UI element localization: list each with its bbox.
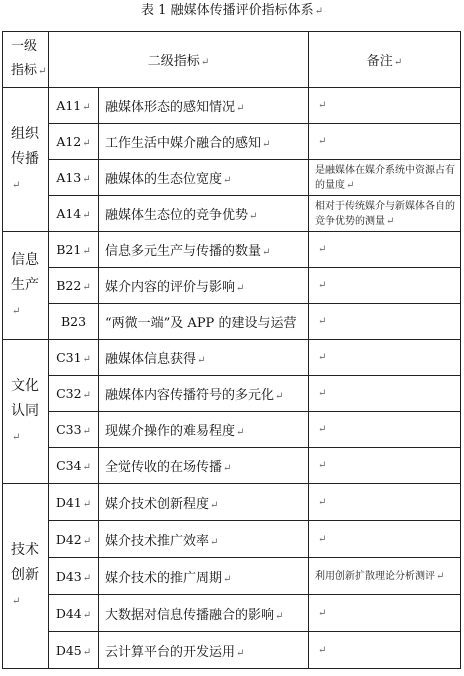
paragraph-mark-icon: ↵	[318, 244, 327, 255]
code-text: D41	[55, 494, 82, 510]
paragraph-mark-icon: ↵	[318, 280, 327, 291]
paragraph-mark-icon: ↵	[82, 174, 91, 185]
paragraph-mark-icon: ↵	[82, 462, 91, 473]
code-text: A14	[56, 206, 82, 221]
table-row	[3, 232, 461, 268]
paragraph-mark-icon: ↵	[82, 246, 91, 257]
code-cell	[49, 412, 99, 448]
paragraph-mark-icon: ↵	[262, 139, 271, 150]
code-text: D43	[55, 568, 82, 584]
paragraph-mark-icon: ↵	[12, 305, 21, 317]
paragraph-mark-icon: ↵	[318, 644, 327, 656]
paragraph-mark-icon: ↵	[318, 136, 327, 147]
group-name-line2	[11, 399, 48, 450]
indicator-cell	[99, 232, 309, 268]
paragraph-mark-icon: ↵	[223, 573, 232, 585]
paragraph-mark-icon: ↵	[436, 570, 445, 582]
indicator-cell	[99, 340, 309, 376]
note-cell	[309, 232, 461, 268]
group-name-text: 认同	[11, 402, 39, 419]
indicator-text: 工作生活中媒介融合的感知	[105, 136, 262, 151]
group-name-line1: 文化	[11, 377, 39, 394]
code-text: B22	[56, 278, 82, 293]
table-row	[3, 521, 461, 558]
header-level1-text: 指标	[11, 63, 38, 78]
note-cell	[309, 268, 461, 304]
paragraph-mark-icon: ↵	[223, 175, 232, 186]
paragraph-mark-icon: ↵	[318, 607, 327, 619]
code-text: D42	[55, 531, 82, 547]
code-cell	[49, 376, 99, 412]
paragraph-mark-icon: ↵	[82, 354, 91, 365]
group-cell-c	[3, 340, 49, 484]
table-row	[3, 196, 461, 232]
note-cell	[309, 124, 461, 160]
header-notes	[309, 32, 461, 88]
group-name-line2	[11, 273, 48, 324]
note-cell	[309, 484, 461, 521]
note-cell	[309, 376, 461, 412]
indicator-text: 融媒体信息获得	[105, 352, 197, 367]
table-row	[3, 448, 461, 484]
paragraph-mark-icon: ↵	[318, 388, 327, 399]
paragraph-mark-icon: ↵	[275, 610, 284, 622]
code-cell	[49, 521, 99, 558]
note-cell	[309, 304, 461, 340]
note-cell	[309, 88, 461, 124]
indicator-cell	[99, 160, 309, 196]
code-cell	[49, 196, 99, 232]
paragraph-mark-icon: ↵	[210, 499, 219, 511]
header-row	[3, 32, 461, 88]
note-cell	[309, 595, 461, 632]
header-notes-text: 备注	[366, 54, 393, 69]
code-cell	[49, 558, 99, 595]
indicator-cell	[99, 268, 309, 304]
note-cell	[309, 340, 461, 376]
group-name-line1: 技术	[11, 542, 39, 558]
note-cell	[309, 632, 461, 669]
paragraph-mark-icon: ↵	[82, 210, 91, 221]
table-row	[3, 124, 461, 160]
paragraph-mark-icon: ↵	[314, 6, 323, 17]
paragraph-mark-icon: ↵	[262, 247, 271, 258]
code-cell	[49, 88, 99, 124]
paragraph-mark-icon: ↵	[236, 647, 245, 659]
indicator-cell	[99, 558, 309, 595]
code-cell	[49, 340, 99, 376]
indicator-cell	[99, 196, 309, 232]
code-text: C34	[56, 458, 82, 473]
paragraph-mark-icon: ↵	[318, 460, 327, 471]
indicator-text: 云计算平台的开发运用	[105, 644, 236, 660]
code-text: C31	[56, 350, 82, 365]
paragraph-mark-icon: ↵	[236, 427, 245, 438]
code-text: C32	[56, 386, 82, 401]
paragraph-mark-icon: ↵	[82, 282, 91, 293]
paragraph-mark-icon: ↵	[318, 496, 327, 508]
paragraph-mark-icon: ↵	[82, 535, 92, 547]
table-caption	[0, 3, 464, 20]
paragraph-mark-icon: ↵	[12, 596, 21, 607]
paragraph-mark-icon: ↵	[318, 100, 327, 111]
paragraph-mark-icon: ↵	[223, 463, 232, 474]
indicator-text: 融媒体生态位的竞争优势	[105, 208, 249, 223]
group-name-text: 传播	[11, 150, 39, 167]
table-row	[3, 412, 461, 448]
indicator-text: 现媒介操作的难易程度	[105, 424, 236, 439]
note-cell	[309, 521, 461, 558]
indicator-text: 大数据对信息传播融合的影响	[105, 607, 275, 623]
indicator-cell	[99, 376, 309, 412]
table-row	[3, 268, 461, 304]
code-cell	[49, 304, 99, 340]
group-cell-b	[3, 232, 49, 340]
paragraph-mark-icon: ↵	[82, 609, 92, 621]
code-text: C33	[56, 422, 82, 437]
table-row	[3, 304, 461, 340]
paragraph-mark-icon: ↵	[318, 352, 327, 363]
paragraph-mark-icon: ↵	[82, 646, 92, 658]
table-row	[3, 160, 461, 196]
indicator-cell	[99, 521, 309, 558]
code-cell	[49, 160, 99, 196]
group-name-line2	[11, 147, 48, 198]
indicator-text: 融媒体形态的感知情况	[105, 100, 236, 115]
indicator-table	[2, 31, 461, 669]
paragraph-mark-icon: ↵	[82, 102, 91, 113]
indicator-cell	[99, 595, 309, 632]
code-text: A11	[56, 98, 82, 113]
indicator-text: 融媒体的生态位宽度	[105, 172, 223, 187]
indicator-cell	[99, 484, 309, 521]
code-cell	[49, 448, 99, 484]
code-cell	[49, 232, 99, 268]
code-text: D45	[55, 642, 82, 658]
indicator-text: “两微一端”及 APP 的建设与运营	[105, 316, 297, 331]
paragraph-mark-icon: ↵	[82, 572, 92, 584]
indicator-text: 信息多元生产与传播的数量	[105, 244, 262, 259]
note-text: 相对于传统媒介与新媒体各自的竞争优势的测量	[315, 200, 455, 227]
paragraph-mark-icon: ↵	[12, 431, 21, 443]
paragraph-mark-icon: ↵	[200, 57, 210, 68]
group-cell-d	[3, 484, 49, 669]
group-name-text: 创新	[11, 567, 39, 583]
paragraph-mark-icon: ↵	[318, 533, 327, 545]
indicator-text: 媒介技术创新程度	[105, 496, 210, 512]
note-cell	[309, 448, 461, 484]
note-cell	[309, 558, 461, 595]
paragraph-mark-icon: ↵	[197, 355, 206, 366]
paragraph-mark-icon: ↵	[210, 536, 219, 548]
group-name-line1: 组织	[11, 125, 39, 142]
table-row	[3, 558, 461, 595]
code-text: D44	[55, 605, 82, 621]
table-row	[3, 340, 461, 376]
note-text: 利用创新扩散理论分析测评	[315, 570, 435, 582]
code-text: A12	[56, 134, 82, 149]
table-row	[3, 88, 461, 124]
table-row	[3, 632, 461, 669]
paragraph-mark-icon: ↵	[82, 390, 91, 401]
group-name-line2	[11, 563, 48, 614]
paragraph-mark-icon: ↵	[236, 103, 245, 114]
code-cell	[49, 124, 99, 160]
paragraph-mark-icon: ↵	[38, 66, 47, 77]
paragraph-mark-icon: ↵	[386, 215, 395, 227]
paragraph-mark-icon: ↵	[82, 426, 91, 437]
indicator-text: 全觉传收的在场传播	[105, 460, 223, 475]
indicator-text: 媒介内容的评价与影响	[105, 280, 236, 295]
indicator-text: 融媒体内容传播符号的多元化	[105, 388, 275, 403]
indicator-cell	[99, 124, 309, 160]
header-level2	[49, 32, 309, 88]
group-name-text: 生产	[11, 276, 39, 293]
note-cell	[309, 160, 461, 196]
indicator-text: 媒介技术推广效率	[105, 533, 210, 549]
paragraph-mark-icon: ↵	[393, 57, 403, 68]
table-row	[3, 376, 461, 412]
header-level1-line2	[11, 59, 48, 84]
note-text: 是融媒体在媒介系统中资源占有的量度	[315, 164, 455, 191]
table-row	[3, 595, 461, 632]
code-text: A13	[56, 170, 82, 185]
caption-text: 表 1 融媒体传播评价指标体系	[141, 3, 314, 18]
note-cell	[309, 196, 461, 232]
header-level1-line1: 一级	[11, 39, 38, 54]
paragraph-mark-icon: ↵	[82, 138, 91, 149]
code-cell	[49, 484, 99, 521]
paragraph-mark-icon: ↵	[82, 498, 92, 510]
indicator-cell	[99, 448, 309, 484]
indicator-text: 媒介技术的推广周期	[105, 570, 223, 586]
note-cell	[309, 412, 461, 448]
indicator-cell	[99, 632, 309, 669]
code-cell	[49, 595, 99, 632]
group-name-line1: 信息	[11, 251, 39, 268]
code-text: B21	[56, 242, 82, 257]
code-cell	[49, 268, 99, 304]
paragraph-mark-icon: ↵	[275, 391, 284, 402]
group-cell-a	[3, 88, 49, 232]
code-text: B23	[60, 314, 87, 329]
indicator-cell	[99, 412, 309, 448]
paragraph-mark-icon: ↵	[249, 211, 258, 222]
paragraph-mark-icon: ↵	[346, 179, 355, 191]
paragraph-mark-icon: ↵	[318, 316, 327, 327]
table-row	[3, 484, 461, 521]
header-level2-text: 二级指标	[147, 54, 200, 69]
header-level1	[3, 32, 49, 88]
indicator-cell	[99, 88, 309, 124]
paragraph-mark-icon: ↵	[12, 179, 21, 191]
paragraph-mark-icon: ↵	[236, 283, 245, 294]
code-cell	[49, 632, 99, 669]
paragraph-mark-icon: ↵	[318, 424, 327, 435]
indicator-cell	[99, 304, 309, 340]
